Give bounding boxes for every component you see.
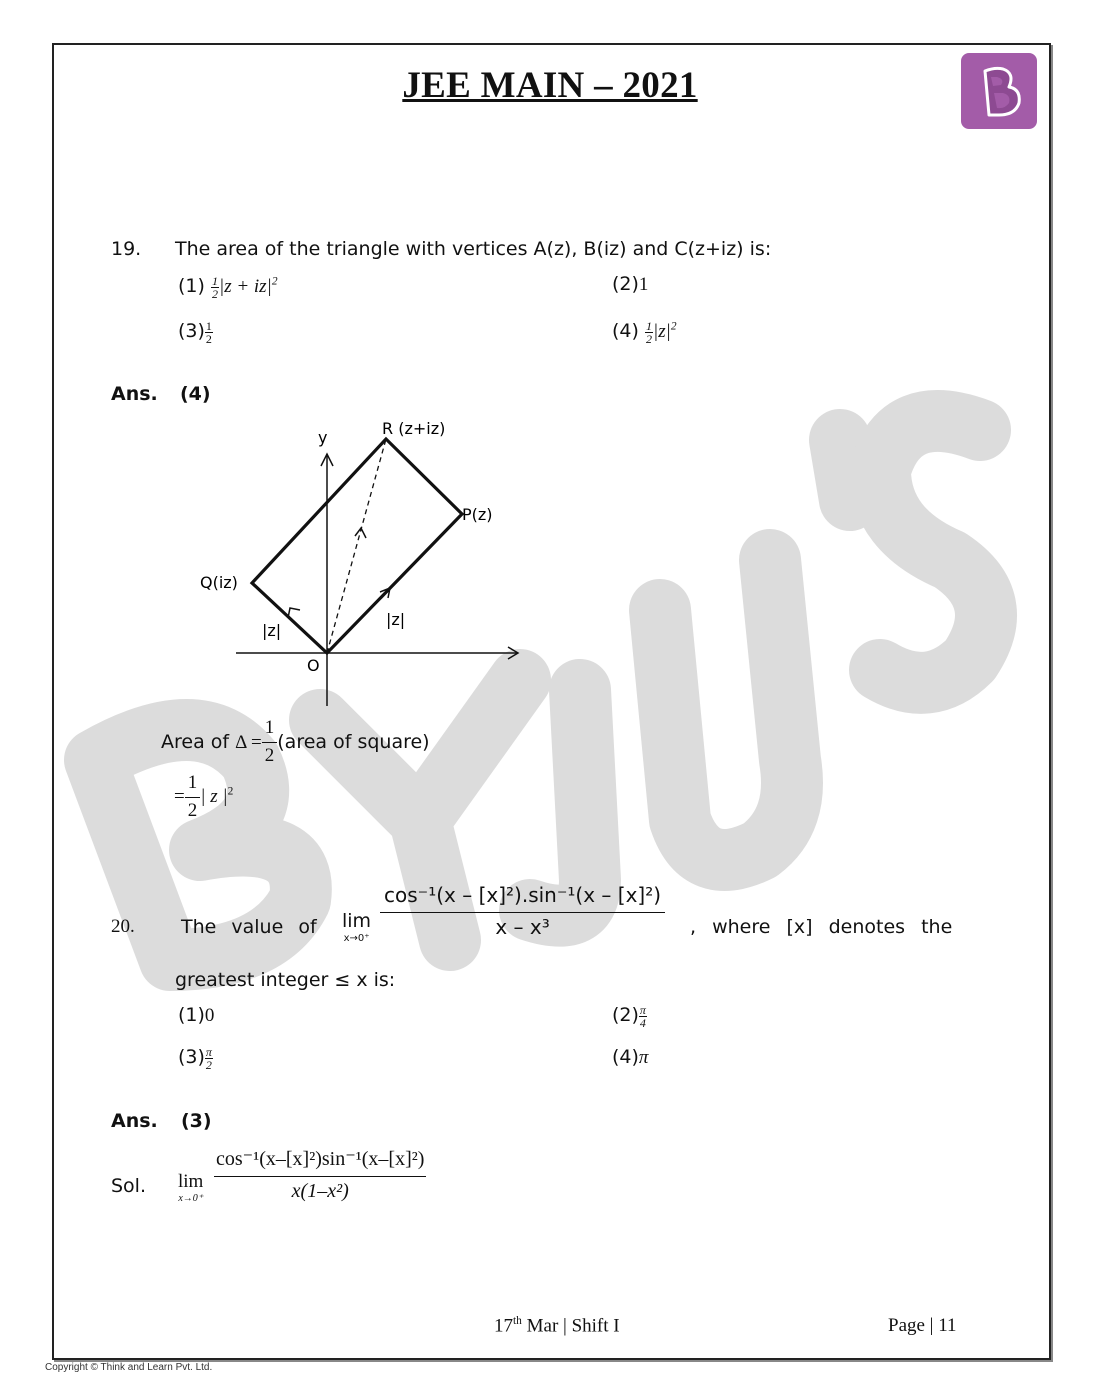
question-20-number: 20. [111,916,135,937]
byjus-b-logo-icon [961,53,1037,129]
q20-solution-fraction: $\frac{\text{cos⁻¹(x–[x]²)sin⁻¹(x–[x]²)}}{\text{x(1–x²)}}$ [216,1148,425,1202]
q19-option-1: (1) $\frac{1}{2}$ $|z + iz|^2$ [178,274,278,302]
option-label: (1) [178,275,205,297]
complex-plane-diagram [190,410,540,710]
q20-solution-limit: lim x→0⁺ [178,1171,204,1204]
q20-option-4: (4)π [612,1046,649,1068]
page-title: JEE MAIN – 2021 [402,65,698,106]
question-20-line2: greatest integer ≤ x is: [175,969,396,991]
modulus-right-label: |z| [386,610,406,629]
q20-solution-label: Sol. [111,1175,147,1197]
q20-answer-value: (3) [181,1110,212,1132]
option-label: (2) [612,273,639,295]
q19-option-3: (3) $\frac{1}{2}$ [178,319,212,347]
q20-option-2: (2) $\frac{\pi}{4}$ [612,1003,646,1031]
footer-page-number: Page | 11 [888,1315,957,1336]
option-label: (3) [178,320,205,342]
question-19-text: The area of the triangle with vertices A(z), B(iz) and C(z+iz) is: [175,238,772,260]
q19-solution-line1: Area of Δ = $\frac{1}{2}$ (area of square) [161,717,430,766]
y-axis-label: y [318,428,328,447]
point-p-label: P(z) [462,505,493,524]
question-19-number: 19. [111,238,142,260]
q19-option-4: (4) $\frac{1}{2}$ $|z|^2$ [612,319,677,347]
point-q-label: Q(iz) [200,573,238,592]
q19-solution-line2: = $\frac{1}{2}$ | z $|^2$ [174,772,234,821]
q20-answer-label: Ans. [111,1110,158,1132]
q19-option-2: (2)1 [612,273,649,295]
footer-session: 17th Mar | Shift I [494,1315,620,1337]
q20-option-1: (1)0 [178,1004,215,1026]
q19-answer-value: (4) [180,383,211,405]
question-20-suffix: , where [x] denotes the [690,916,953,938]
q20-limit: lim x→0⁺ [342,910,372,944]
option-label: (4) [612,320,639,342]
q20-option-3: (3) $\frac{\pi}{2}$ [178,1045,212,1073]
question-20-prefix: The value of [181,916,317,938]
origin-label: O [307,656,320,675]
q19-answer-label: Ans. [111,383,158,405]
q20-fraction: $\frac{\text{cos⁻¹(x – [x]²).sin⁻¹(x – [x]²)}}{\text{x – x³}}$ [380,884,665,938]
point-r-label: R (z+iz) [382,419,446,438]
copyright-notice: Copyright © Think and Learn Pvt. Ltd. [45,1362,213,1373]
modulus-left-label: |z| [262,621,282,640]
